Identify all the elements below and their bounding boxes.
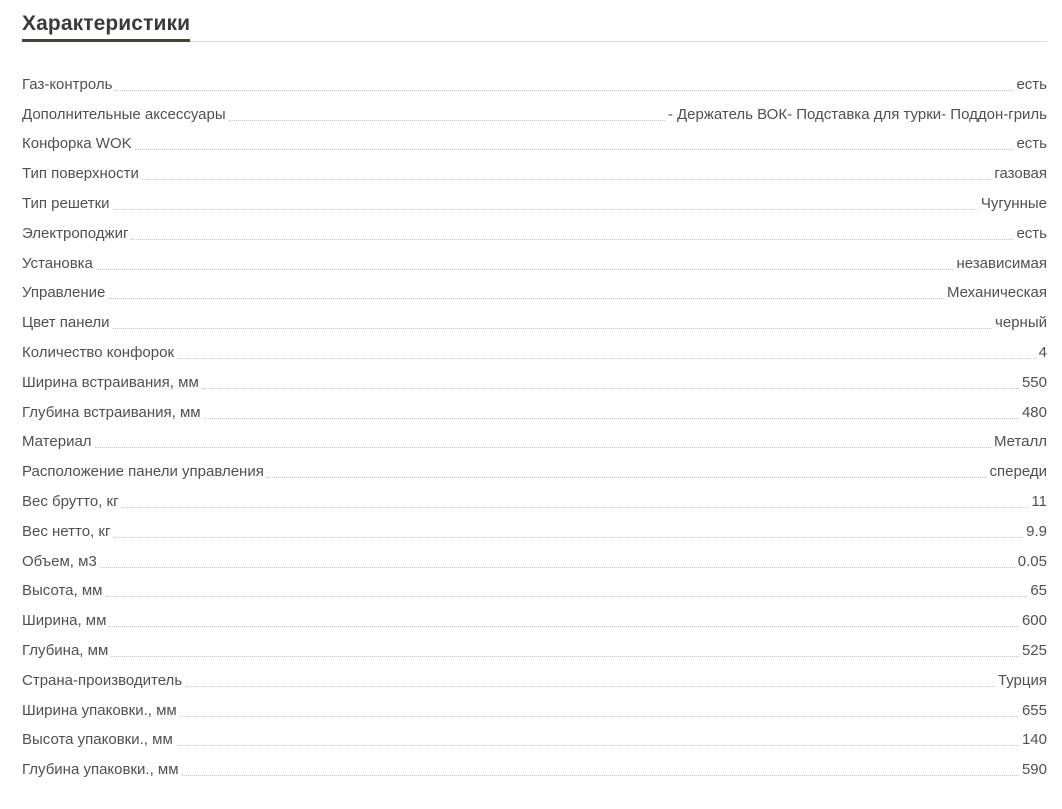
- spec-label: Вес нетто, кг: [22, 522, 111, 540]
- spec-label: Вес брутто, кг: [22, 492, 119, 510]
- spec-label: Электроподжиг: [22, 224, 129, 242]
- spec-value: Чугунные: [980, 194, 1047, 212]
- spec-value: есть: [1016, 135, 1047, 153]
- spec-value: газовая: [994, 165, 1047, 183]
- section-title: Характеристики: [22, 11, 190, 42]
- spec-label: Высота упаковки., мм: [22, 731, 173, 749]
- spec-value: есть: [1016, 75, 1047, 93]
- spec-row: [22, 572, 1047, 602]
- spec-row: [22, 125, 1047, 155]
- spec-label: Тип поверхности: [22, 165, 139, 183]
- spec-row: [22, 542, 1047, 572]
- spec-row: [22, 393, 1047, 423]
- spec-label: Глубина встраивания, мм: [22, 403, 201, 421]
- dotted-leader: [113, 537, 1023, 538]
- spec-value: Механическая: [946, 284, 1047, 302]
- spec-value: 525: [1021, 641, 1047, 659]
- spec-label: Объем, м3: [22, 552, 97, 570]
- spec-label: Глубина, мм: [22, 641, 109, 659]
- spec-row: [22, 691, 1047, 721]
- spec-row: [22, 750, 1047, 780]
- spec-label: Ширина встраивания, мм: [22, 373, 199, 391]
- spec-row: [22, 423, 1047, 453]
- spec-row: [22, 721, 1047, 751]
- spec-value: 590: [1021, 761, 1047, 779]
- spec-value: 4: [1038, 343, 1047, 361]
- dotted-leader: [204, 418, 1019, 419]
- dotted-leader: [96, 269, 954, 270]
- specs-list: [22, 65, 1047, 780]
- spec-label: Расположение панели управления: [22, 463, 264, 481]
- spec-row: [22, 95, 1047, 125]
- spec-row: [22, 214, 1047, 244]
- spec-value: 655: [1021, 701, 1047, 719]
- spec-value: Металл: [993, 433, 1047, 451]
- dotted-leader: [142, 179, 992, 180]
- dotted-leader: [95, 447, 991, 448]
- dotted-leader: [111, 656, 1019, 657]
- spec-value: черный: [995, 314, 1047, 332]
- spec-label: Управление: [22, 284, 106, 302]
- dotted-leader: [108, 298, 944, 299]
- dotted-leader: [176, 745, 1019, 746]
- spec-value: 9.9: [1026, 522, 1047, 540]
- spec-value: 140: [1021, 731, 1047, 749]
- spec-row: [22, 512, 1047, 542]
- spec-value: 11: [1031, 492, 1047, 510]
- spec-row: [22, 303, 1047, 333]
- spec-value: 65: [1030, 582, 1047, 600]
- spec-label: Дополнительные аксессуары: [22, 105, 226, 123]
- spec-row: [22, 363, 1047, 393]
- spec-label: Высота, мм: [22, 582, 103, 600]
- spec-row: [22, 452, 1047, 482]
- dotted-leader: [267, 477, 987, 478]
- spec-row: [22, 482, 1047, 512]
- dotted-leader: [113, 328, 993, 329]
- spec-value: 480: [1021, 403, 1047, 421]
- spec-value: 0.05: [1017, 552, 1047, 570]
- characteristics-section: [22, 0, 1047, 779]
- spec-label: Материал: [22, 433, 92, 451]
- spec-label: Тип решетки: [22, 194, 110, 212]
- dotted-leader: [182, 775, 1019, 776]
- spec-label: Газ-контроль: [22, 75, 113, 93]
- spec-row: [22, 601, 1047, 631]
- spec-value: независимая: [956, 254, 1047, 272]
- dotted-leader: [105, 596, 1027, 597]
- spec-label: Цвет панели: [22, 314, 110, 332]
- spec-row: [22, 154, 1047, 184]
- dotted-leader: [180, 716, 1019, 717]
- spec-value: есть: [1016, 224, 1047, 242]
- spec-label: Установка: [22, 254, 93, 272]
- spec-label: Конфорка WOK: [22, 135, 132, 153]
- spec-label: Количество конфорок: [22, 343, 175, 361]
- spec-row: [22, 333, 1047, 363]
- dotted-leader: [109, 626, 1019, 627]
- dotted-leader: [185, 686, 995, 687]
- spec-value: 550: [1021, 373, 1047, 391]
- spec-row: [22, 244, 1047, 274]
- dotted-leader: [122, 507, 1029, 508]
- dotted-leader: [202, 388, 1019, 389]
- spec-label: Ширина упаковки., мм: [22, 701, 177, 719]
- spec-value: 600: [1021, 612, 1047, 630]
- spec-row: [22, 631, 1047, 661]
- dotted-leader: [135, 149, 1014, 150]
- heading-bar: [22, 0, 1047, 42]
- dotted-leader: [177, 358, 1036, 359]
- spec-value: спереди: [989, 463, 1047, 481]
- dotted-leader: [131, 239, 1013, 240]
- spec-row: [22, 661, 1047, 691]
- spec-label: Страна-производитель: [22, 671, 183, 689]
- spec-value: Турция: [997, 671, 1047, 689]
- spec-label: Ширина, мм: [22, 612, 107, 630]
- dotted-leader: [100, 567, 1015, 568]
- spec-value: - Держатель ВОК- Подставка для турки- Поддон-гриль: [667, 105, 1047, 123]
- spec-row: [22, 274, 1047, 304]
- dotted-leader: [229, 120, 665, 121]
- spec-row: [22, 65, 1047, 95]
- spec-label: Глубина упаковки., мм: [22, 761, 179, 779]
- spec-row: [22, 184, 1047, 214]
- dotted-leader: [115, 90, 1013, 91]
- dotted-leader: [113, 209, 978, 210]
